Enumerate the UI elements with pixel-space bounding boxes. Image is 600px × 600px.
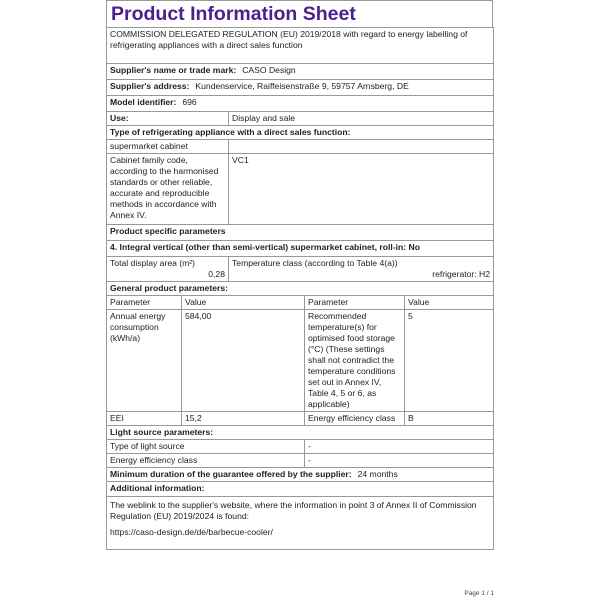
col-value-1: Value <box>182 296 305 310</box>
type-value: supermarket cabinet <box>107 140 229 154</box>
temperature-class-label: Temperature class (according to Table 4(a)) <box>232 258 398 268</box>
eei-label: EEI <box>107 412 182 426</box>
light-source-header: Light source parameters: <box>107 426 494 440</box>
general-parameters-header: General product parameters: <box>107 282 494 296</box>
model-identifier-label: Model identifier: <box>110 97 177 107</box>
annual-energy-label: Annual energy consumption (kWh/a) <box>107 310 182 412</box>
weblink-url[interactable]: https://caso-design.de/de/barbecue-cooler/ <box>110 527 273 537</box>
display-area-cell <box>107 257 229 282</box>
supplier-name-value: CASO Design <box>242 65 296 75</box>
cabinet-category: 4. Integral vertical (other than semi-vertical) supermarket cabinet, roll-in: No <box>107 241 494 257</box>
guarantee-label: Minimum duration of the guarantee offered by the supplier: <box>110 469 352 479</box>
annual-energy-value: 584,00 <box>182 310 305 412</box>
col-parameter-2: Parameter <box>305 296 405 310</box>
supplier-address-label: Supplier's address: <box>110 81 190 91</box>
efficiency-class-value: B <box>405 412 494 426</box>
supplier-address-value: Kundenservice, Raiffeisenstraße 9, 59757 Arnsberg, DE <box>195 81 409 91</box>
light-class-label: Energy efficiency class <box>107 454 305 468</box>
display-area-label: Total display area (m²) <box>110 258 196 268</box>
light-type-label: Type of light source <box>107 440 305 454</box>
recommended-temperature-label: Recommended temperature(s) for optimised food storage (°C) (These settings shall not contradict the temperature conditions set out in Annex IV, Table 4, 5 or 6, as applicable) <box>305 310 405 412</box>
model-identifier-value: 696 <box>182 97 197 107</box>
light-class-value: - <box>305 454 494 468</box>
additional-info-header: Additional information: <box>107 482 494 497</box>
guarantee-value: 24 months <box>357 469 398 479</box>
col-value-2: Value <box>405 296 494 310</box>
model-identifier-row <box>107 96 494 112</box>
eei-value: 15,2 <box>182 412 305 426</box>
light-type-value: - <box>305 440 494 454</box>
use-label: Use: <box>107 112 229 126</box>
product-specific-header: Product specific parameters <box>107 225 494 241</box>
info-table <box>106 27 494 550</box>
weblink-cell <box>107 497 494 550</box>
supplier-name-label: Supplier's name or trade mark: <box>110 65 237 75</box>
supplier-address-row <box>107 80 494 96</box>
use-value: Display and sale <box>229 112 494 126</box>
display-area-value: 0,28 <box>208 269 225 279</box>
family-code-label: Cabinet family code, according to the harmonised standards or other reliable, accurate and reproducible methods in accordance with Annex IV. <box>107 154 229 225</box>
temperature-class-cell <box>229 257 494 282</box>
type-header: Type of refrigerating appliance with a direct sales function: <box>107 126 494 140</box>
regulation-text: COMMISSION DELEGATED REGULATION (EU) 2019/2018 with regard to energy labelling of refrigerating appliances with a direct sales function <box>107 28 494 64</box>
page-title: Product Information Sheet <box>106 0 493 27</box>
page-number: Page 1 / 1 <box>464 589 494 597</box>
product-information-sheet <box>106 0 493 550</box>
efficiency-class-label: Energy efficiency class <box>305 412 405 426</box>
weblink-text: The weblink to the supplier's website, where the information in point 3 of Annex II of Commission Regulation (EU) 2019/2024 is found: <box>110 500 477 521</box>
col-parameter-1: Parameter <box>107 296 182 310</box>
recommended-temperature-value: 5 <box>405 310 494 412</box>
guarantee-row <box>107 468 494 482</box>
temperature-class-value: refrigerator: H2 <box>432 269 491 279</box>
supplier-name-row <box>107 64 494 80</box>
family-code-value: VC1 <box>229 154 494 225</box>
